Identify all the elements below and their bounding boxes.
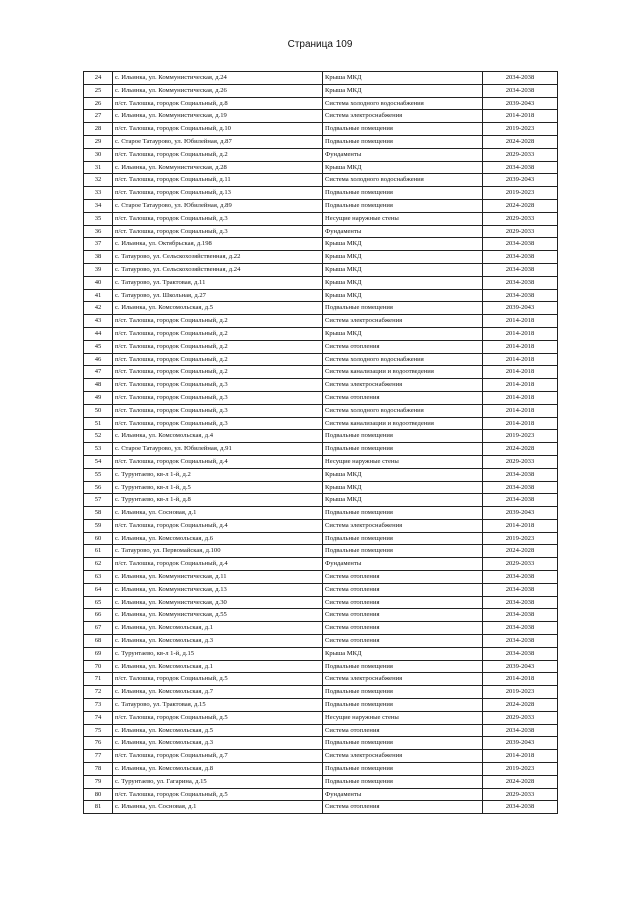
address-cell: с. Ильинка, ул. Комсомольская, д.3 (113, 635, 323, 648)
address-cell: п/ст. Талошка, городок Социальный, д.5 (113, 711, 323, 724)
row-number-cell: 39 (84, 263, 113, 276)
table-row (84, 660, 558, 673)
period-cell: 2014-2018 (483, 673, 558, 686)
table-row (84, 353, 558, 366)
period-cell: 2029-2033 (483, 711, 558, 724)
work-type-cell: Система холодного водоснабжения (323, 174, 483, 187)
work-type-cell: Система отопления (323, 583, 483, 596)
row-number-cell: 66 (84, 609, 113, 622)
address-cell: с. Ильинка, ул. Комсомольская, д.8 (113, 763, 323, 776)
work-type-cell: Система электроснабжения (323, 315, 483, 328)
work-type-cell: Система электроснабжения (323, 110, 483, 123)
row-number-cell: 73 (84, 699, 113, 712)
work-type-cell: Крыша МКД (323, 161, 483, 174)
address-cell: п/ст. Талошка, городок Социальный, д.3 (113, 379, 323, 392)
address-cell: с. Турунтаево, кв-л 1-й, д.5 (113, 481, 323, 494)
address-cell: с. Старое Татаурово, ул. Юбилейная, д.87 (113, 135, 323, 148)
period-cell: 2014-2018 (483, 340, 558, 353)
table-row (84, 263, 558, 276)
period-cell: 2034-2038 (483, 481, 558, 494)
work-type-cell: Крыша МКД (323, 72, 483, 85)
work-type-cell: Подвальные помещения (323, 737, 483, 750)
work-type-cell: Фундаменты (323, 225, 483, 238)
work-type-cell: Система отопления (323, 801, 483, 814)
row-number-cell: 61 (84, 545, 113, 558)
row-number-cell: 25 (84, 84, 113, 97)
work-type-cell: Подвальные помещения (323, 302, 483, 315)
work-type-cell: Крыша МКД (323, 468, 483, 481)
address-cell: с. Ильинка, ул. Коммунистическая, д.26 (113, 84, 323, 97)
period-cell: 2014-2018 (483, 327, 558, 340)
table-row (84, 545, 558, 558)
period-cell: 2014-2018 (483, 417, 558, 430)
work-type-cell: Крыша МКД (323, 327, 483, 340)
row-number-cell: 49 (84, 391, 113, 404)
row-number-cell: 71 (84, 673, 113, 686)
row-number-cell: 35 (84, 212, 113, 225)
address-cell: с. Татаурово, ул. Первомайская, д.100 (113, 545, 323, 558)
work-type-cell: Подвальные помещения (323, 775, 483, 788)
period-cell: 2034-2038 (483, 289, 558, 302)
row-number-cell: 34 (84, 199, 113, 212)
row-number-cell: 79 (84, 775, 113, 788)
address-cell: п/ст. Талошка, городок Социальный, д.2 (113, 315, 323, 328)
table-row (84, 327, 558, 340)
work-type-cell: Крыша МКД (323, 647, 483, 660)
address-cell: с. Ильинка, ул. Сосновая, д.1 (113, 801, 323, 814)
work-type-cell: Система отопления (323, 635, 483, 648)
table-row (84, 315, 558, 328)
address-cell: с. Ильинка, ул. Коммунистическая, д.11 (113, 571, 323, 584)
row-number-cell: 47 (84, 366, 113, 379)
table-row (84, 481, 558, 494)
address-cell: п/ст. Талошка, городок Социальный, д.2 (113, 148, 323, 161)
table-row (84, 187, 558, 200)
period-cell: 2014-2018 (483, 315, 558, 328)
address-cell: с. Татаурово, ул. Трактовая, д.11 (113, 276, 323, 289)
row-number-cell: 33 (84, 187, 113, 200)
address-cell: с. Татаурово, ул. Школьная, д.27 (113, 289, 323, 302)
work-type-cell: Система канализации и водоотведения (323, 417, 483, 430)
table-row (84, 571, 558, 584)
address-cell: с. Старое Татаурово, ул. Юбилейная, д.91 (113, 443, 323, 456)
table-row (84, 558, 558, 571)
row-number-cell: 56 (84, 481, 113, 494)
work-type-cell: Система электроснабжения (323, 379, 483, 392)
row-number-cell: 64 (84, 583, 113, 596)
period-cell: 2024-2028 (483, 775, 558, 788)
address-cell: п/ст. Талошка, городок Социальный, д.4 (113, 519, 323, 532)
address-cell: п/ст. Талошка, городок Социальный, д.3 (113, 404, 323, 417)
table-row (84, 519, 558, 532)
address-cell: с. Ильинка, ул. Октябрьская, д.198 (113, 238, 323, 251)
period-cell: 2019-2023 (483, 187, 558, 200)
row-number-cell: 53 (84, 443, 113, 456)
period-cell: 2024-2028 (483, 199, 558, 212)
table-row (84, 84, 558, 97)
table-row (84, 699, 558, 712)
period-cell: 2034-2038 (483, 801, 558, 814)
address-cell: с. Ильинка, ул. Сосновая, д.1 (113, 507, 323, 520)
address-cell: с. Ильинка, ул. Комсомольская, д.5 (113, 724, 323, 737)
address-cell: с. Турунтаево, кв-л 1-й, д.2 (113, 468, 323, 481)
row-number-cell: 37 (84, 238, 113, 251)
period-cell: 2039-2043 (483, 97, 558, 110)
row-number-cell: 38 (84, 251, 113, 264)
period-cell: 2034-2038 (483, 724, 558, 737)
table-row (84, 302, 558, 315)
row-number-cell: 54 (84, 455, 113, 468)
period-cell: 2034-2038 (483, 622, 558, 635)
work-type-cell: Система отопления (323, 609, 483, 622)
period-cell: 2014-2018 (483, 391, 558, 404)
table-row (84, 647, 558, 660)
row-number-cell: 52 (84, 430, 113, 443)
period-cell: 2034-2038 (483, 494, 558, 507)
period-cell: 2024-2028 (483, 135, 558, 148)
row-number-cell: 81 (84, 801, 113, 814)
table-row (84, 340, 558, 353)
period-cell: 2014-2018 (483, 750, 558, 763)
table-row (84, 430, 558, 443)
work-type-cell: Система отопления (323, 340, 483, 353)
address-cell: с. Татаурово, ул. Сельскохозяйственная, д.24 (113, 263, 323, 276)
table-row (84, 455, 558, 468)
row-number-cell: 58 (84, 507, 113, 520)
work-type-cell: Подвальные помещения (323, 699, 483, 712)
work-type-cell: Фундаменты (323, 148, 483, 161)
table-row (84, 750, 558, 763)
table-row (84, 276, 558, 289)
work-type-cell: Подвальные помещения (323, 686, 483, 699)
address-cell: с. Ильинка, ул. Коммунистическая, д.24 (113, 72, 323, 85)
address-cell: п/ст. Талошка, городок Социальный, д.11 (113, 174, 323, 187)
period-cell: 2029-2033 (483, 558, 558, 571)
row-number-cell: 78 (84, 763, 113, 776)
row-number-cell: 69 (84, 647, 113, 660)
row-number-cell: 68 (84, 635, 113, 648)
row-number-cell: 51 (84, 417, 113, 430)
row-number-cell: 74 (84, 711, 113, 724)
address-cell: с. Ильинка, ул. Комсомольская, д.3 (113, 737, 323, 750)
work-type-cell: Несущие наружные стены (323, 212, 483, 225)
row-number-cell: 46 (84, 353, 113, 366)
work-type-cell: Система холодного водоснабжения (323, 353, 483, 366)
period-cell: 2034-2038 (483, 571, 558, 584)
table-row (84, 507, 558, 520)
address-cell: п/ст. Талошка, городок Социальный, д.5 (113, 788, 323, 801)
table-row (84, 289, 558, 302)
period-cell: 2024-2028 (483, 545, 558, 558)
work-type-cell: Система отопления (323, 391, 483, 404)
address-cell: с. Ильинка, ул. Комсомольская, д.4 (113, 430, 323, 443)
table-row (84, 251, 558, 264)
period-cell: 2034-2038 (483, 84, 558, 97)
work-type-cell: Подвальные помещения (323, 199, 483, 212)
period-cell: 2029-2033 (483, 788, 558, 801)
row-number-cell: 32 (84, 174, 113, 187)
work-type-cell: Крыша МКД (323, 289, 483, 302)
table-row (84, 609, 558, 622)
work-type-cell: Подвальные помещения (323, 532, 483, 545)
address-cell: п/ст. Талошка, городок Социальный, д.4 (113, 558, 323, 571)
table-row (84, 148, 558, 161)
table-row (84, 391, 558, 404)
table-row (84, 494, 558, 507)
table-row (84, 711, 558, 724)
table-row (84, 72, 558, 85)
table-row (84, 404, 558, 417)
work-type-cell: Подвальные помещения (323, 430, 483, 443)
work-type-cell: Система электроснабжения (323, 673, 483, 686)
table-row (84, 801, 558, 814)
address-cell: с. Ильинка, ул. Комсомольская, д.7 (113, 686, 323, 699)
row-number-cell: 30 (84, 148, 113, 161)
work-type-cell: Система отопления (323, 596, 483, 609)
table-row (84, 97, 558, 110)
row-number-cell: 26 (84, 97, 113, 110)
period-cell: 2029-2033 (483, 212, 558, 225)
period-cell: 2034-2038 (483, 583, 558, 596)
address-cell: п/ст. Талошка, городок Социальный, д.7 (113, 750, 323, 763)
period-cell: 2014-2018 (483, 366, 558, 379)
table-row (84, 238, 558, 251)
row-number-cell: 27 (84, 110, 113, 123)
address-cell: п/ст. Талошка, городок Социальный, д.3 (113, 417, 323, 430)
table-row (84, 366, 558, 379)
table-row (84, 199, 558, 212)
period-cell: 2014-2018 (483, 404, 558, 417)
repair-schedule-table (83, 71, 558, 814)
table-row (84, 775, 558, 788)
row-number-cell: 59 (84, 519, 113, 532)
work-type-cell: Крыша МКД (323, 276, 483, 289)
period-cell: 2034-2038 (483, 468, 558, 481)
table-row (84, 583, 558, 596)
table-row (84, 763, 558, 776)
row-number-cell: 57 (84, 494, 113, 507)
table-row (84, 532, 558, 545)
period-cell: 2034-2038 (483, 596, 558, 609)
address-cell: с. Татаурово, ул. Сельскохозяйственная, д.22 (113, 251, 323, 264)
address-cell: с. Турунтаево, кв-л 1-й, д.8 (113, 494, 323, 507)
address-cell: с. Ильинка, ул. Комсомольская, д.1 (113, 622, 323, 635)
table-row (84, 622, 558, 635)
address-cell: п/ст. Талошка, городок Социальный, д.13 (113, 187, 323, 200)
period-cell: 2039-2043 (483, 737, 558, 750)
row-number-cell: 41 (84, 289, 113, 302)
address-cell: с. Старое Татаурово, ул. Юбилейная, д.89 (113, 199, 323, 212)
address-cell: с. Турунтаево, кв-л 1-й, д.15 (113, 647, 323, 660)
work-type-cell: Система отопления (323, 571, 483, 584)
address-cell: п/ст. Талошка, городок Социальный, д.3 (113, 391, 323, 404)
page-number-header: Страница 109 (287, 39, 353, 50)
address-cell: с. Турунтаево, ул. Гагарина, д.15 (113, 775, 323, 788)
address-cell: с. Ильинка, ул. Коммунистическая, д.19 (113, 110, 323, 123)
period-cell: 2039-2043 (483, 174, 558, 187)
address-cell: п/ст. Талошка, городок Социальный, д.5 (113, 673, 323, 686)
row-number-cell: 29 (84, 135, 113, 148)
work-type-cell: Подвальные помещения (323, 545, 483, 558)
work-type-cell: Система холодного водоснабжения (323, 97, 483, 110)
row-number-cell: 63 (84, 571, 113, 584)
row-number-cell: 24 (84, 72, 113, 85)
work-type-cell: Система канализации и водоотведения (323, 366, 483, 379)
work-type-cell: Подвальные помещения (323, 187, 483, 200)
period-cell: 2034-2038 (483, 161, 558, 174)
table-row (84, 225, 558, 238)
row-number-cell: 48 (84, 379, 113, 392)
work-type-cell: Подвальные помещения (323, 660, 483, 673)
address-cell: с. Ильинка, ул. Коммунистическая, д.30 (113, 596, 323, 609)
address-cell: п/ст. Талошка, городок Социальный, д.3 (113, 225, 323, 238)
row-number-cell: 43 (84, 315, 113, 328)
table-row (84, 468, 558, 481)
table-row (84, 110, 558, 123)
work-type-cell: Система электроснабжения (323, 519, 483, 532)
period-cell: 2029-2033 (483, 148, 558, 161)
work-type-cell: Крыша МКД (323, 481, 483, 494)
row-number-cell: 55 (84, 468, 113, 481)
work-type-cell: Система электроснабжения (323, 750, 483, 763)
period-cell: 2019-2023 (483, 686, 558, 699)
row-number-cell: 28 (84, 123, 113, 136)
work-type-cell: Несущие наружные стены (323, 711, 483, 724)
address-cell: п/ст. Талошка, городок Социальный, д.2 (113, 327, 323, 340)
period-cell: 2034-2038 (483, 263, 558, 276)
table-row (84, 379, 558, 392)
row-number-cell: 36 (84, 225, 113, 238)
period-cell: 2039-2043 (483, 302, 558, 315)
period-cell: 2014-2018 (483, 379, 558, 392)
table-row (84, 737, 558, 750)
work-type-cell: Система холодного водоснабжения (323, 404, 483, 417)
row-number-cell: 72 (84, 686, 113, 699)
work-type-cell: Фундаменты (323, 558, 483, 571)
row-number-cell: 62 (84, 558, 113, 571)
row-number-cell: 77 (84, 750, 113, 763)
table-row (84, 212, 558, 225)
work-type-cell: Подвальные помещения (323, 135, 483, 148)
period-cell: 2019-2023 (483, 532, 558, 545)
table-row (84, 686, 558, 699)
table-row (84, 443, 558, 456)
row-number-cell: 70 (84, 660, 113, 673)
address-cell: с. Татаурово, ул. Трактовая, д.15 (113, 699, 323, 712)
address-cell: с. Ильинка, ул. Коммунистическая, д.13 (113, 583, 323, 596)
table-row (84, 174, 558, 187)
table-body (84, 72, 558, 814)
period-cell: 2029-2033 (483, 455, 558, 468)
address-cell: п/ст. Талошка, городок Социальный, д.2 (113, 366, 323, 379)
period-cell: 2034-2038 (483, 635, 558, 648)
work-type-cell: Несущие наружные стены (323, 455, 483, 468)
table-row (84, 596, 558, 609)
period-cell: 2019-2023 (483, 123, 558, 136)
period-cell: 2034-2038 (483, 276, 558, 289)
row-number-cell: 76 (84, 737, 113, 750)
work-type-cell: Подвальные помещения (323, 123, 483, 136)
row-number-cell: 75 (84, 724, 113, 737)
row-number-cell: 42 (84, 302, 113, 315)
period-cell: 2029-2033 (483, 225, 558, 238)
address-cell: с. Ильинка, ул. Комсомольская, д.6 (113, 532, 323, 545)
address-cell: п/ст. Талошка, городок Социальный, д.2 (113, 353, 323, 366)
period-cell: 2034-2038 (483, 72, 558, 85)
period-cell: 2019-2023 (483, 430, 558, 443)
table-row (84, 135, 558, 148)
address-cell: п/ст. Талошка, городок Социальный, д.2 (113, 340, 323, 353)
work-type-cell: Подвальные помещения (323, 507, 483, 520)
period-cell: 2039-2043 (483, 507, 558, 520)
work-type-cell: Подвальные помещения (323, 763, 483, 776)
row-number-cell: 40 (84, 276, 113, 289)
address-cell: с. Ильинка, ул. Коммунистическая, д.28 (113, 161, 323, 174)
table-row (84, 724, 558, 737)
address-cell: с. Ильинка, ул. Коммунистическая, д.55 (113, 609, 323, 622)
period-cell: 2019-2023 (483, 763, 558, 776)
row-number-cell: 50 (84, 404, 113, 417)
address-cell: п/ст. Талошка, городок Социальный, д.4 (113, 455, 323, 468)
period-cell: 2034-2038 (483, 647, 558, 660)
address-cell: с. Ильинка, ул. Комсомольская, д.1 (113, 660, 323, 673)
table-row (84, 123, 558, 136)
address-cell: п/ст. Талошка, городок Социальный, д.3 (113, 212, 323, 225)
period-cell: 2039-2043 (483, 660, 558, 673)
work-type-cell: Крыша МКД (323, 263, 483, 276)
period-cell: 2034-2038 (483, 238, 558, 251)
row-number-cell: 45 (84, 340, 113, 353)
work-type-cell: Система отопления (323, 724, 483, 737)
table-row (84, 788, 558, 801)
work-type-cell: Крыша МКД (323, 251, 483, 264)
table-row (84, 417, 558, 430)
address-cell: п/ст. Талошка, городок Социальный, д.8 (113, 97, 323, 110)
table-row (84, 635, 558, 648)
period-cell: 2014-2018 (483, 110, 558, 123)
work-type-cell: Система отопления (323, 622, 483, 635)
row-number-cell: 65 (84, 596, 113, 609)
period-cell: 2014-2018 (483, 353, 558, 366)
work-type-cell: Фундаменты (323, 788, 483, 801)
work-type-cell: Подвальные помещения (323, 443, 483, 456)
row-number-cell: 67 (84, 622, 113, 635)
period-cell: 2024-2028 (483, 699, 558, 712)
work-type-cell: Крыша МКД (323, 494, 483, 507)
address-cell: п/ст. Талошка, городок Социальный, д.10 (113, 123, 323, 136)
table-row (84, 161, 558, 174)
row-number-cell: 31 (84, 161, 113, 174)
row-number-cell: 60 (84, 532, 113, 545)
table-row (84, 673, 558, 686)
period-cell: 2034-2038 (483, 609, 558, 622)
work-type-cell: Крыша МКД (323, 84, 483, 97)
period-cell: 2024-2028 (483, 443, 558, 456)
period-cell: 2034-2038 (483, 251, 558, 264)
work-type-cell: Крыша МКД (323, 238, 483, 251)
row-number-cell: 44 (84, 327, 113, 340)
row-number-cell: 80 (84, 788, 113, 801)
address-cell: с. Ильинка, ул. Комсомольская, д.5 (113, 302, 323, 315)
period-cell: 2014-2018 (483, 519, 558, 532)
